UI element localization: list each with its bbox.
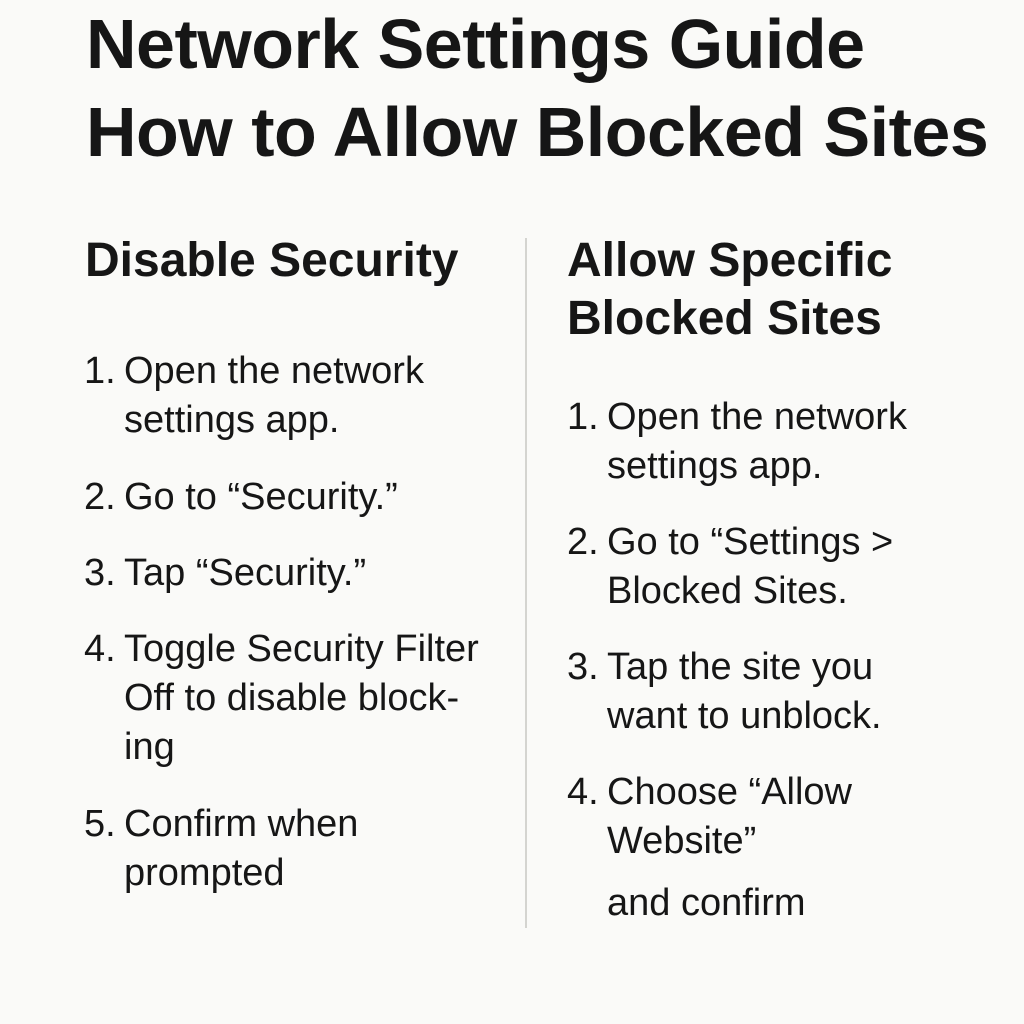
step-item: [84, 549, 529, 598]
disable-security-heading: [85, 232, 459, 290]
step-text-line: Go to “Settings >: [607, 521, 894, 563]
step-number: 3.: [84, 552, 116, 594]
step-text-line: settings app.: [124, 399, 340, 441]
step-text-line: settings app.: [607, 445, 823, 487]
step-text-line: Blocked Sites.: [607, 570, 848, 612]
step-text-line: Website”: [607, 820, 757, 862]
step-text-line: Tap the site you: [607, 646, 874, 688]
step-text-line: want to unblock.: [607, 695, 882, 737]
step-text-line: Off to disable block-: [124, 677, 460, 719]
step-text-line: Toggle Security Filter: [124, 628, 479, 670]
allow-sites-steps: [567, 393, 1007, 894]
step-item: [567, 393, 1007, 491]
step-text: [607, 768, 1007, 866]
step-number: 2.: [567, 521, 599, 563]
step-item: [84, 347, 529, 445]
page-title-line-2: How to Allow Blocked Sites: [86, 93, 989, 171]
allow-sites-heading: [567, 232, 892, 348]
disable-security-heading-text: Disable Security: [85, 234, 459, 287]
step-number: 1.: [84, 350, 116, 392]
page-title: [86, 0, 988, 176]
step-trailing-text: and confirm: [607, 882, 806, 924]
step-text-line: Open the network: [124, 350, 424, 392]
step-text: [124, 347, 529, 445]
disable-security-steps: [84, 347, 529, 926]
step-text-line: Choose “Allow: [607, 771, 852, 813]
step-number: 2.: [84, 476, 116, 518]
step-text-line: Go to “Security.”: [124, 476, 398, 518]
allow-sites-heading-line-2: Blocked Sites: [567, 292, 882, 345]
step-text-line: Confirm when: [124, 803, 359, 845]
step-text: [607, 643, 1007, 741]
step-number: 4.: [567, 771, 599, 813]
step-text: [124, 625, 529, 772]
step-text-line: Open the network: [607, 396, 907, 438]
step-text: [124, 473, 529, 522]
step-item: [84, 625, 529, 772]
step-item: [567, 518, 1007, 616]
step-text: [607, 393, 1007, 491]
step-number: 3.: [567, 646, 599, 688]
step-number: 5.: [84, 803, 116, 845]
page-title-line-1: Network Settings Guide: [86, 5, 865, 83]
step-text: [124, 549, 529, 598]
step-item: [567, 768, 1007, 866]
step-item: [567, 643, 1007, 741]
step-item: [84, 800, 529, 898]
allow-sites-heading-line-1: Allow Specific: [567, 234, 893, 287]
step-text-line: prompted: [124, 852, 285, 894]
step-text-line: ing: [124, 726, 175, 768]
step-item: [84, 473, 529, 522]
step-number: 4.: [84, 628, 116, 670]
step-text-line: Tap “Security.”: [124, 552, 367, 594]
step-number: 1.: [567, 396, 599, 438]
step-text: [124, 800, 529, 898]
step-text: [607, 518, 1007, 616]
